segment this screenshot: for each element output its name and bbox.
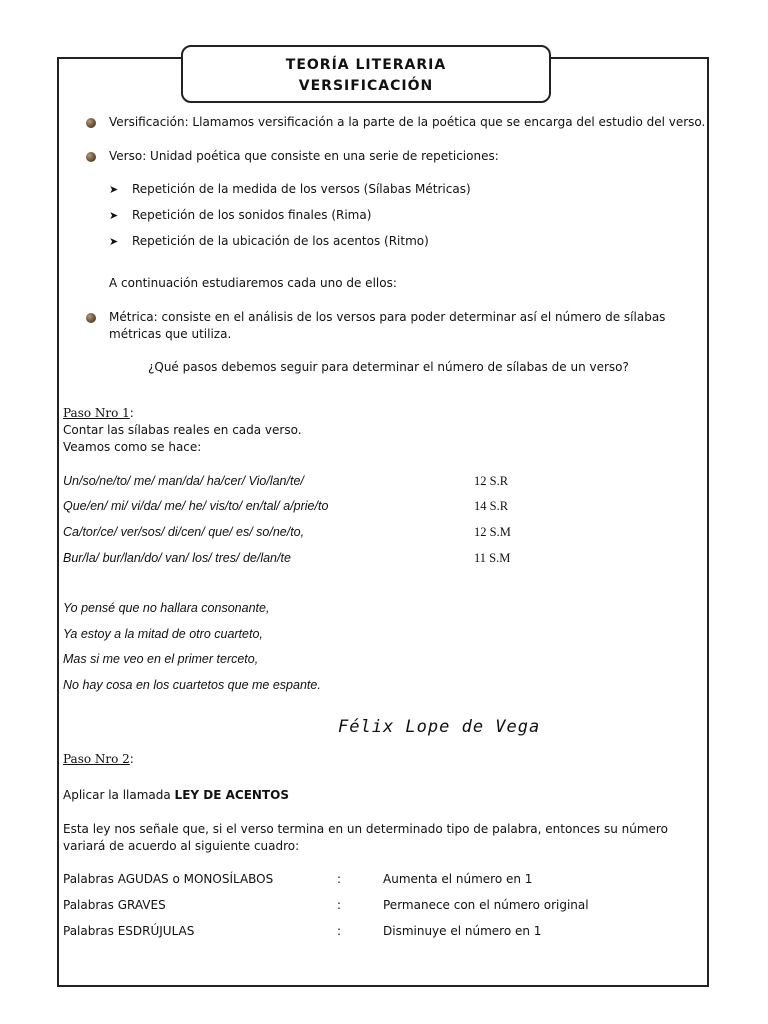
definition-versificacion: Versificación: Llamamos versificación a la parte de la poética que se encarga del estudio del verso. (109, 115, 706, 129)
verse-row-text: Un/so/ne/to/ me/ man/da/ ha/cer/ Vio/lan/te/ (63, 474, 304, 488)
bullet-icon (86, 152, 96, 162)
step1-heading (63, 405, 134, 422)
step2-apply (63, 787, 289, 804)
poem-line: Yo pensé que no hallara consonante, (63, 601, 270, 615)
verse-row-count: 11 S.M (474, 551, 511, 565)
rule-separator: : (337, 872, 342, 886)
law-name: LEY DE ACENTOS (174, 788, 289, 802)
verse-row-text: Ca/tor/ce/ ver/sos/ di/cen/ que/ es/ so/ne/to, (63, 525, 305, 539)
rule-separator: : (337, 898, 342, 912)
verse-row-text: Bur/la/ bur/lan/do/ van/ los/ tres/ de/lan/te (63, 551, 291, 565)
verse-row-text: Que/en/ mi/ vi/da/ me/ he/ vis/to/ en/tal/ a/prie/to (63, 499, 329, 513)
repetition-item: Repetición de los sonidos finales (Rima) (132, 208, 372, 222)
step1-line1: Contar las sílabas reales en cada verso. (63, 423, 302, 437)
title-box (181, 45, 551, 103)
definition-metrica: Métrica: consiste en el análisis de los versos para poder determinar así el número de sílabas métricas que utiliza. (109, 310, 666, 341)
step2-explanation: Esta ley nos señale que, si el verso termina en un determinado tipo de palabra, entonces su número variará de acuerdo al siguiente cuadro: (63, 822, 668, 853)
poem-line: No hay cosa en los cuartetos que me espante. (63, 678, 321, 692)
title-line-1: TEORÍA LITERARIA (285, 57, 447, 73)
bullet-icon (86, 313, 96, 323)
bullet-icon (86, 118, 96, 128)
step2-title: Paso Nro 2 (63, 752, 130, 766)
step2-heading (63, 751, 134, 768)
rule-type: Palabras AGUDAS o MONOSÍLABOS (63, 872, 274, 886)
arrow-bullet-icon: ➤ (109, 209, 119, 222)
repetition-item: Repetición de la ubicación de los acentos (Ritmo) (132, 234, 429, 248)
step2-colon: : (129, 752, 134, 766)
poem-line: Mas si me veo en el primer terceto, (63, 652, 259, 666)
arrow-bullet-icon: ➤ (109, 235, 119, 248)
title-line-2: VERSIFICACIÓN (298, 78, 434, 94)
definition-verso: Verso: Unidad poética que consiste en una serie de repeticiones: (109, 149, 499, 163)
steps-question: ¿Qué pasos debemos seguir para determinar el número de sílabas de un verso? (148, 360, 629, 374)
rule-effect: Permanece con el número original (383, 898, 589, 912)
step1-title: Paso Nro 1 (63, 406, 130, 420)
verse-row-count: 12 S.R (474, 474, 509, 488)
rule-separator: : (337, 924, 342, 938)
rule-effect: Disminuye el número en 1 (383, 924, 542, 938)
continuation-text: A continuación estudiaremos cada uno de ellos: (109, 276, 397, 290)
verse-row-count: 12 S.M (474, 525, 511, 539)
step1-colon: : (129, 406, 134, 420)
verse-row-count: 14 S.R (474, 499, 509, 513)
rule-type: Palabras ESDRÚJULAS (63, 924, 195, 938)
step1-line2: Veamos como se hace: (63, 440, 202, 454)
arrow-bullet-icon: ➤ (109, 183, 119, 196)
repetition-item: Repetición de la medida de los versos (Sílabas Métricas) (132, 182, 471, 196)
step2-apply-prefix: Aplicar la llamada (63, 788, 175, 802)
rule-effect: Aumenta el número en 1 (383, 872, 533, 886)
poem-line: Ya estoy a la mitad de otro cuarteto, (63, 627, 263, 641)
poem-author: Félix Lope de Vega (338, 717, 541, 737)
rule-type: Palabras GRAVES (63, 898, 166, 912)
